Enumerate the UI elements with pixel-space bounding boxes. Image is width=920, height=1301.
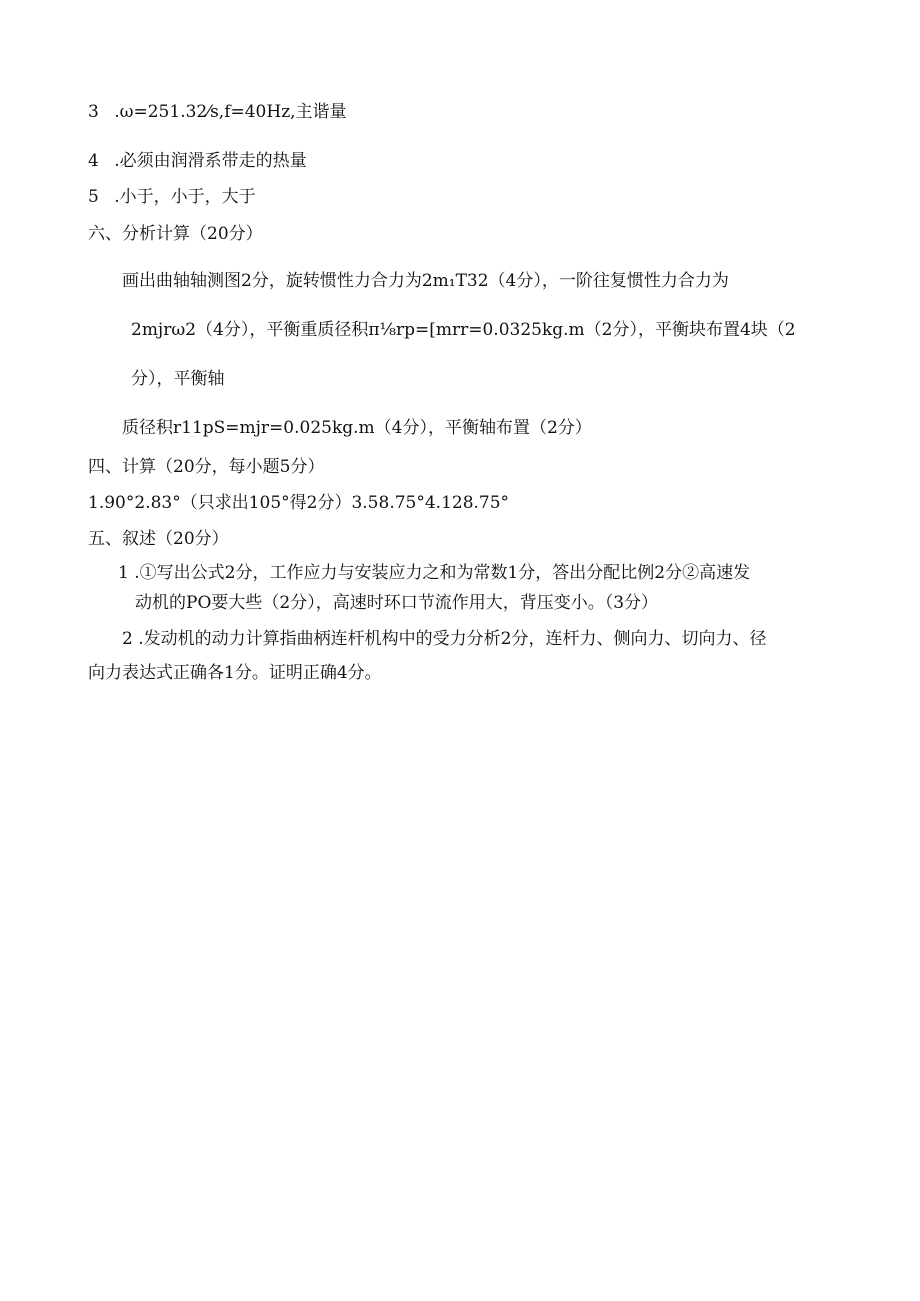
section-5-item-2-line-2: 向力表达式正确各1分。证明正确4分。 — [88, 663, 382, 683]
answer-4 — [88, 150, 307, 172]
section-4-answers: 1.90°2.83°（只求出105°得2分）3.58.75°4.128.75° — [88, 493, 510, 513]
section-6-paragraph-line-2: 2mjrω2（4分），平衡重质径积π⅛rp=[mrr=0.0325kg.m（2分），平衡块布置4块（2 — [131, 320, 796, 340]
section-5-item-2-line-1: 2 .发动机的动力计算指曲柄连杆机构中的受力分析2分，连杆力、侧向力、切向力、径 — [122, 629, 767, 649]
answer-4-text: .必须由润滑系带走的热量 — [114, 151, 307, 171]
section-6-paragraph-line-3: 分），平衡轴 — [131, 369, 225, 389]
answer-3-number: 3 — [88, 102, 99, 122]
answer-5-text: .小于，小于，大于 — [114, 187, 256, 207]
answer-5-number: 5 — [88, 187, 99, 207]
answer-3-text: .ω=251.32⁄s,f=40Hz,主谐量 — [114, 102, 347, 122]
section-4-heading: 四、计算（20分，每小题5分） — [88, 457, 325, 477]
answer-5 — [88, 186, 256, 208]
answer-4-number: 4 — [88, 151, 99, 171]
section-5-item-1-line-1: 1 .①写出公式2分，工作应力与安装应力之和为常数1分，答出分配比例2分②高速发 — [118, 563, 751, 583]
section-6-heading: 六、分析计算（20分） — [88, 224, 263, 244]
answer-3 — [88, 101, 347, 123]
section-6-paragraph-line-1: 画出曲轴轴测图2分，旋转惯性力合力为2m₁T32（4分），一阶往复惯性力合力为 — [122, 271, 729, 291]
section-6-paragraph-line-4: 质径积r11pS=mjr=0.025kg.m（4分），平衡轴布置（2分） — [122, 418, 592, 438]
section-5-item-1-line-2: 动机的PO要大些（2分），高速时环口节流作用大，背压变小。（3分） — [135, 593, 659, 613]
section-5-heading: 五、叙述（20分） — [88, 529, 229, 549]
